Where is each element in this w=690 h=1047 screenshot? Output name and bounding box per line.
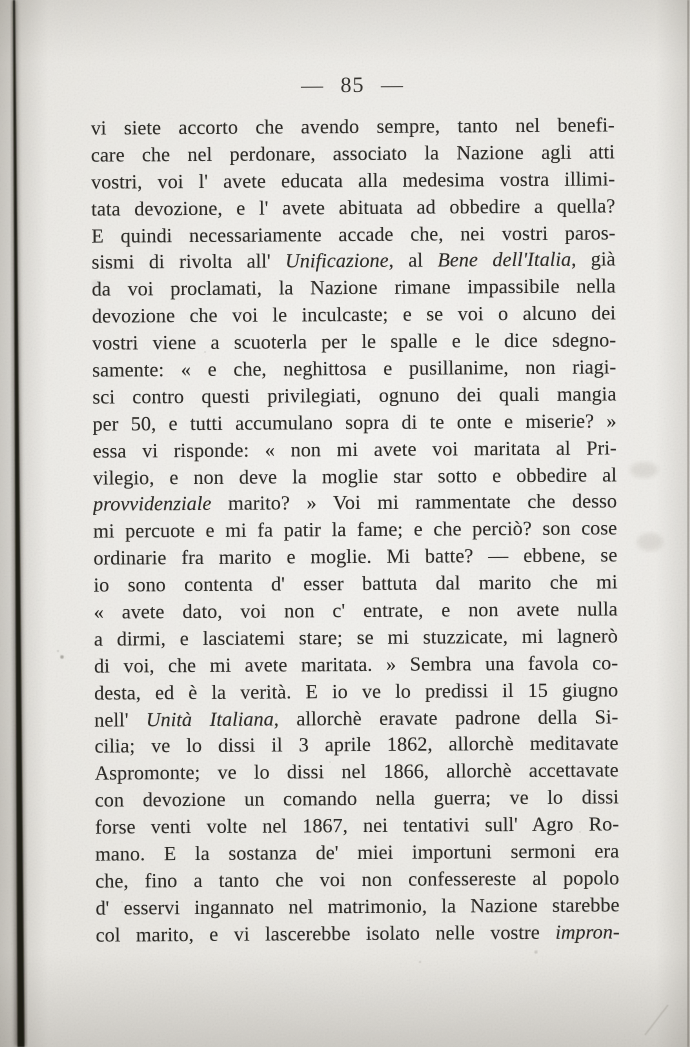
roman-text: mano. E la sostanza de' miei importuni sermoni era (95, 840, 620, 866)
text-line (94, 677, 618, 707)
roman-text: cilia; ve lo dissi il 3 aprile 1862, allorchè meditavate (94, 732, 619, 759)
text-line (95, 812, 619, 842)
italic-text: impron- (555, 921, 620, 944)
roman-text: tata devozione, e l' avete abituata ad obbedire a quella? (91, 195, 616, 221)
roman-text: nell' (94, 708, 147, 732)
italic-text: provvidenziale (93, 493, 212, 517)
roman-text: col marito, e vi lascerebbe isolato nelle vostre (95, 921, 556, 947)
roman-text: che, fino a tanto che voi non confessereste al popolo (95, 867, 620, 893)
roman-text: marito? » Voi mi rammentate che desso (211, 490, 618, 516)
page-number-header: — 85 — (300, 71, 405, 98)
text-line (95, 838, 619, 868)
text-line (93, 489, 617, 519)
roman-text: essa vi risponde: « non mi avete voi maritata al Pri- (92, 437, 617, 463)
roman-text: sci contro questi privilegiati, ognuno dei quali mangia (92, 383, 617, 409)
italic-text: Bene dell'Italia (437, 249, 572, 272)
text-line (94, 650, 618, 680)
text-line (96, 919, 620, 949)
roman-text: vostri, voi l' avete educata alla medesima vostra illimi- (91, 168, 616, 194)
text-line (92, 381, 616, 411)
roman-text: vilegio, e non deve la moglie star sotto e obbedire al (92, 463, 617, 490)
roman-text: , al (388, 249, 438, 273)
roman-text: Aspromonte; ve lo dissi nel 1866, allorchè accettavate (94, 759, 619, 785)
text-line (92, 247, 616, 277)
roman-text: d' esservi ingannato nel matrimonio, la Nazione starebbe (95, 894, 620, 920)
roman-text: da voi proclamati, la Nazione rimane impassibile nella (91, 275, 616, 301)
text-line (93, 570, 617, 600)
page-text (91, 112, 620, 949)
roman-text: con devozione un comando nella guerra; ve lo dissi (94, 786, 619, 812)
roman-text: io sono contenta d' esser battuta dal marito che mi (93, 571, 618, 597)
text-line (92, 328, 616, 358)
roman-text: a dirmi, e lasciatemi stare; se mi stuzzicate, mi lagnerò (93, 625, 618, 651)
roman-text: care che nel perdonare, associato la Nazione agli atti (90, 141, 616, 167)
roman-text: di voi, che mi avete maritata. » Sembra una favola co- (93, 652, 619, 678)
text-line (95, 865, 619, 895)
text-line (95, 758, 619, 788)
italic-text: Unità Italiana (145, 708, 274, 731)
text-line (91, 112, 615, 142)
roman-text: per 50, e tutti accumulano sopra di te onte e miserie? » (92, 410, 617, 436)
text-line (92, 274, 616, 304)
text-line (94, 596, 618, 626)
text-line (91, 166, 615, 196)
text-line (93, 408, 617, 438)
text-line (91, 220, 615, 250)
roman-text: mi percuote e mi fa patir la fame; e che perciò? son cose (93, 517, 618, 543)
roman-text: vi siete accorto che avendo sempre, tanto nel benefi- (90, 114, 615, 140)
roman-text: forse venti volte nel 1867, nei tentativi sull' Agro Ro- (94, 813, 620, 839)
roman-text: devozione che voi le inculcaste; e se voi o alcuno dei (91, 302, 616, 328)
text-line (93, 435, 617, 465)
roman-text: , già (571, 248, 616, 272)
roman-text: « avete dato, voi non c' entrate, e non avete nulla (93, 598, 618, 624)
italic-text: Unificazione (285, 250, 389, 273)
text-line (93, 516, 617, 546)
text-line (91, 193, 615, 223)
text-line (95, 785, 619, 815)
text-line (93, 543, 617, 573)
page-content (90, 0, 620, 949)
roman-text: desta, ed è la verità. E io ve lo predissi il 15 giugno (94, 679, 619, 705)
text-line (92, 354, 616, 384)
text-line (91, 139, 615, 169)
roman-text: samente: « e che, neghittosa e pusillanime, non riagi- (92, 356, 617, 382)
roman-text: vostri viene a scuoterla per le spalle e le dice sdegno- (92, 329, 617, 355)
roman-text: ordinarie fra marito e moglie. Mi batte? — ebbene, se (93, 544, 618, 570)
text-line (94, 704, 618, 734)
text-line (94, 731, 618, 761)
text-line (93, 462, 617, 492)
roman-text: sismi di rivolta all' (91, 250, 286, 275)
roman-text: , allorchè eravate padrone della Si- (273, 705, 619, 731)
text-line (92, 301, 616, 331)
text-line (94, 623, 618, 653)
text-line (95, 892, 619, 922)
roman-text: E quindi necessariamente accade che, nei vostri paros- (91, 221, 616, 248)
